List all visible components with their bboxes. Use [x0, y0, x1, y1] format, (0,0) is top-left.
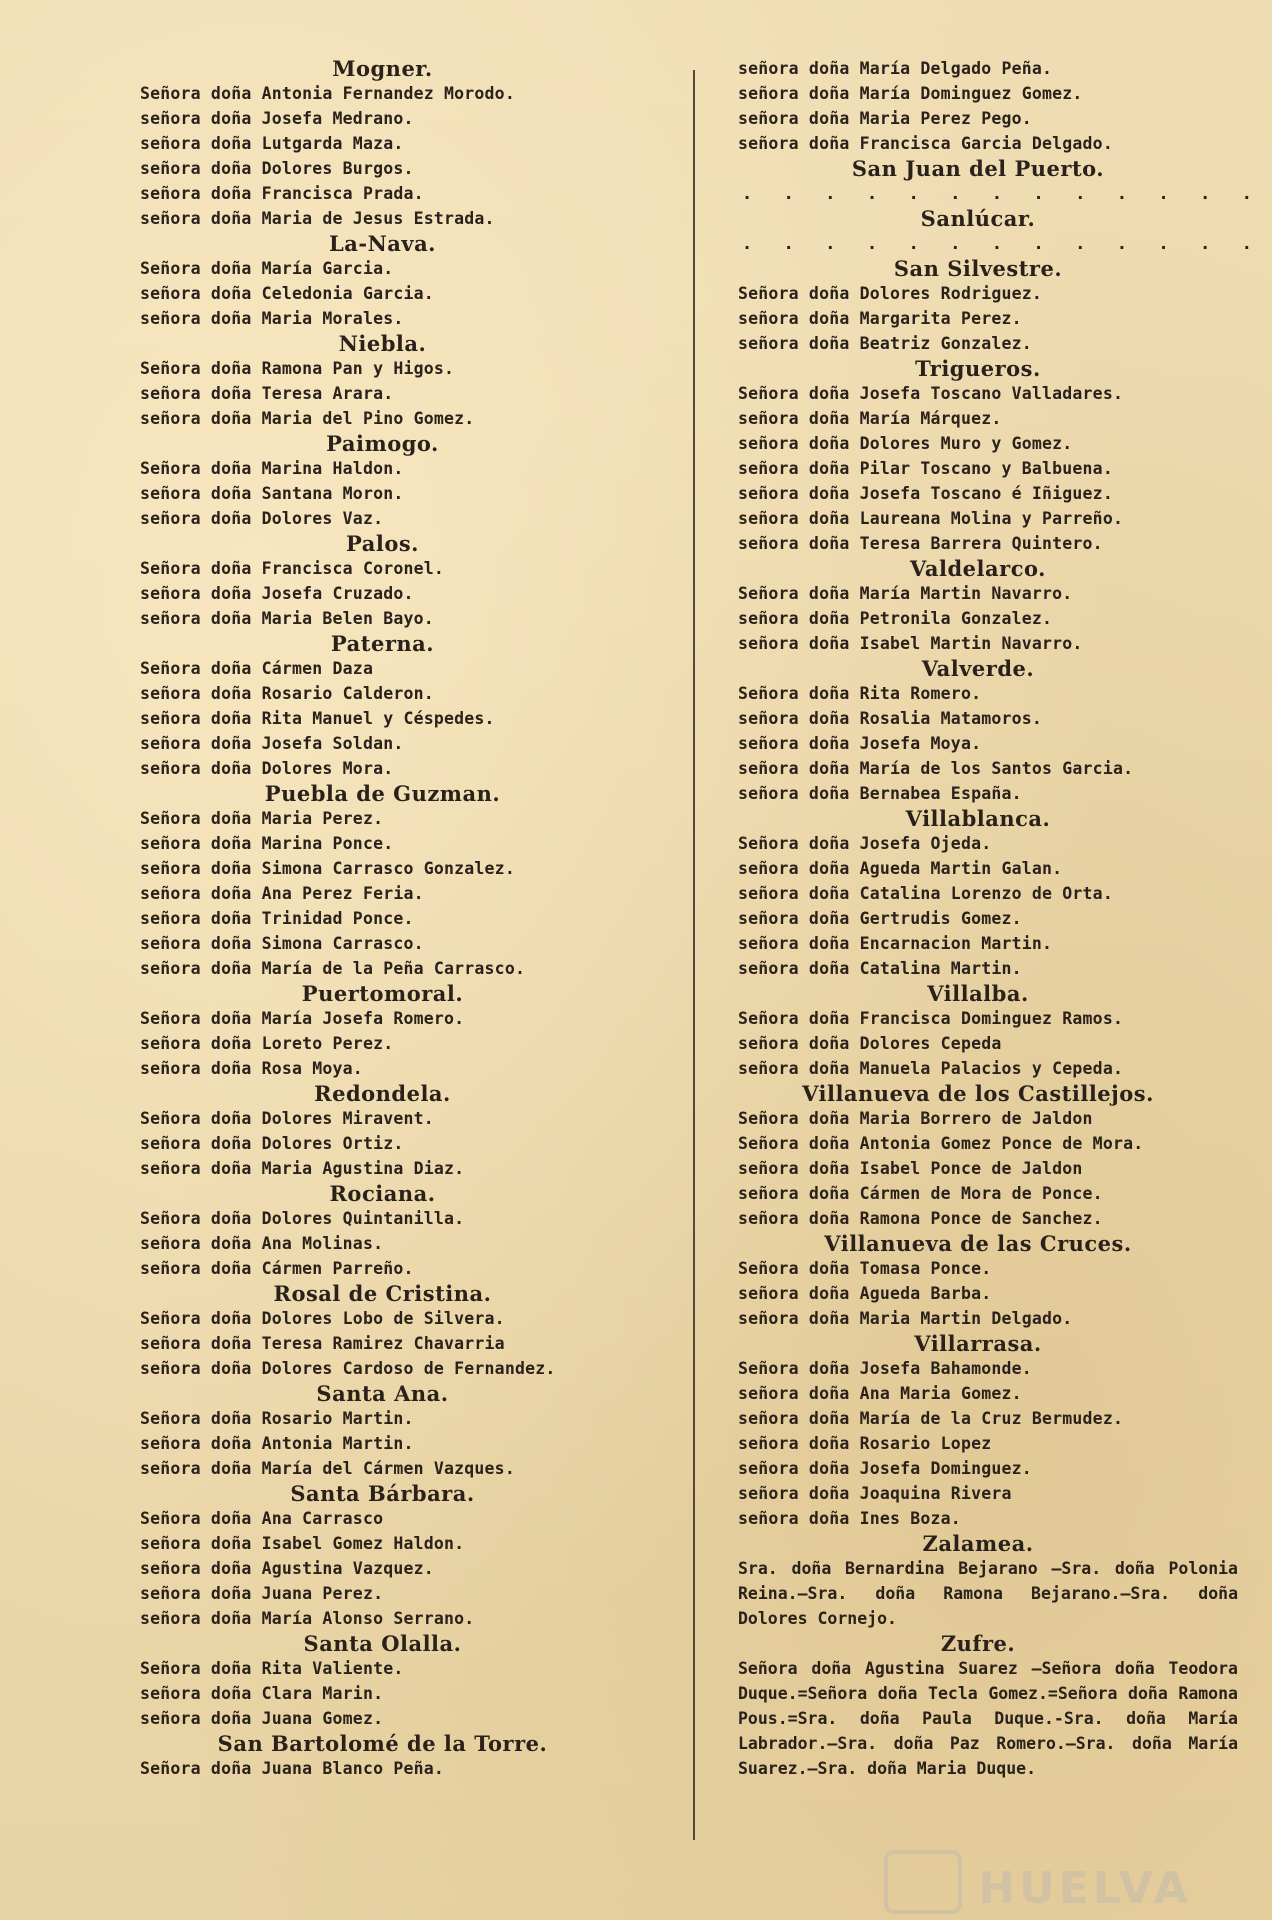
subscriber-name: Señora doña Antonia Fernandez Morodo.	[140, 84, 515, 103]
town-heading: Santa Ana.	[316, 1381, 449, 1406]
subscriber-name: señora doña Josefa Soldan.	[140, 734, 404, 753]
subscriber-name: señora doña Dolores Mora.	[140, 759, 394, 778]
town-heading: Rosal de Cristina.	[273, 1281, 492, 1306]
town-heading: Rociana.	[329, 1181, 436, 1206]
town-section	[738, 1081, 1238, 1231]
subscriber-name: Señora doña Cármen Daza	[140, 659, 374, 678]
section-zufre	[738, 1631, 1238, 1781]
subscriber-name: señora doña Simona Carrasco.	[140, 934, 424, 953]
town-section	[140, 1731, 680, 1781]
town-section	[738, 156, 1265, 206]
subscriber-name: señora doña Loreto Perez.	[140, 1034, 394, 1053]
subscriber-name: señora doña Simona Carrasco Gonzalez.	[140, 859, 515, 878]
dot-leader: . . . . . . . . . . . . .	[744, 184, 1265, 203]
subscriber-name: señora doña Josefa Dominguez.	[738, 1459, 1032, 1478]
subscriber-name: señora doña Rosario Calderon.	[140, 684, 434, 703]
subscriber-name: Señora doña Josefa Bahamonde.	[738, 1359, 1032, 1378]
subscriber-name: señora doña Isabel Martin Navarro.	[738, 634, 1083, 653]
town-section	[140, 1081, 680, 1181]
subscriber-name: señora doña Isabel Ponce de Jaldon	[738, 1159, 1083, 1178]
town-section	[738, 981, 1238, 1081]
subscriber-name: señora doña Antonia Martin.	[140, 1434, 414, 1453]
subscriber-name: señora doña Catalina Lorenzo de Orta.	[738, 884, 1113, 903]
town-heading: Zalamea.	[922, 1531, 1034, 1556]
subscriber-name: Señora doña Francisca Coronel.	[140, 559, 445, 578]
subscriber-name: señora doña Maria de Jesus Estrada.	[140, 209, 495, 228]
subscriber-name: señora doña Ana Perez Feria.	[140, 884, 424, 903]
town-section	[140, 1281, 680, 1381]
town-section	[738, 206, 1265, 256]
subscriber-name: señora doña Francisca Prada.	[140, 184, 424, 203]
subscriber-name: señora doña Cármen de Mora de Ponce.	[738, 1184, 1103, 1203]
town-heading: Sanlúcar.	[920, 206, 1036, 231]
subscriber-name: señora doña Dolores Cardoso de Fernandez.	[140, 1359, 556, 1378]
town-heading: Villablanca.	[905, 806, 1051, 831]
zalamea-paragraph: Sra. doña Bernardina Bejarano —Sra. doña Polonia Reina.—Sra. doña Ramona Bejarano.—Sra. doña Dolores Cornejo.	[738, 1559, 1238, 1628]
town-heading: Villanueva de las Cruces.	[824, 1231, 1132, 1256]
subscriber-name: Señora doña Rita Valiente.	[140, 1659, 404, 1678]
subscriber-name: señora doña Ramona Ponce de Sanchez.	[738, 1209, 1103, 1228]
right-column-sections	[738, 156, 1265, 1531]
town-section	[738, 656, 1238, 806]
subscriber-name: señora doña Ines Boza.	[738, 1509, 961, 1528]
subscriber-name: señora doña Petronila Gonzalez.	[738, 609, 1053, 628]
town-heading: Niebla.	[338, 331, 427, 356]
town-section	[140, 631, 680, 781]
subscriber-name: señora doña Joaquina Rivera	[738, 1484, 1012, 1503]
town-heading: Villalba.	[927, 981, 1029, 1006]
town-heading: Valverde.	[921, 656, 1035, 681]
subscriber-name: señora doña Lutgarda Maza.	[140, 134, 404, 153]
subscriber-name: señora doña Agustina Vazquez.	[140, 1559, 434, 1578]
town-heading: Villarrasa.	[914, 1331, 1042, 1356]
subscriber-name: Señora doña Tomasa Ponce.	[738, 1259, 992, 1278]
town-section	[140, 431, 680, 531]
subscriber-name: señora doña Rosa Moya.	[140, 1059, 363, 1078]
subscriber-name: Señora doña Antonia Gomez Ponce de Mora.	[738, 1134, 1144, 1153]
column-divider	[693, 70, 695, 1840]
subscriber-name: señora doña Maria Belen Bayo.	[140, 609, 434, 628]
subscriber-name: señora doña María del Cármen Vazques.	[140, 1459, 515, 1478]
town-section	[140, 1181, 680, 1281]
subscriber-name: señora doña Trinidad Ponce.	[140, 909, 414, 928]
subscriber-name: señora doña Clara Marin.	[140, 1684, 384, 1703]
right-column-continuation	[738, 56, 1238, 156]
subscriber-name: señora doña María Márquez.	[738, 409, 1002, 428]
subscriber-name: señora doña Dolores Cepeda	[738, 1034, 1002, 1053]
subscriber-name: señora doña Rosario Lopez	[738, 1434, 992, 1453]
subscriber-name: Señora doña Maria Perez.	[140, 809, 384, 828]
left-column	[140, 56, 680, 1920]
subscriber-name: señora doña Isabel Gomez Haldon.	[140, 1534, 465, 1553]
town-heading: Paterna.	[330, 631, 435, 656]
town-section	[140, 981, 680, 1081]
subscriber-name: Señora doña Marina Haldon.	[140, 459, 404, 478]
subscriber-name: señora doña Josefa Cruzado.	[140, 584, 414, 603]
subscriber-name: Señora doña Maria Borrero de Jaldon	[738, 1109, 1093, 1128]
subscriber-name: Señora doña María Josefa Romero.	[140, 1009, 465, 1028]
subscriber-name: señora doña Josefa Toscano é Iñiguez.	[738, 484, 1113, 503]
subscriber-name: señora doña Agueda Martin Galan.	[738, 859, 1063, 878]
subscriber-name: señora doña María Alonso Serrano.	[140, 1609, 475, 1628]
subscriber-name: señora doña Dolores Muro y Gomez.	[738, 434, 1073, 453]
town-heading: San Bartolomé de la Torre.	[217, 1731, 548, 1756]
town-section	[140, 231, 680, 331]
town-section	[140, 1631, 680, 1731]
subscriber-name: señora doña Maria del Pino Gomez.	[140, 409, 475, 428]
subscriber-name: señora doña Maria Agustina Diaz.	[140, 1159, 465, 1178]
subscriber-name: señora doña María de la Cruz Bermudez.	[738, 1409, 1124, 1428]
subscriber-name: señora doña Encarnacion Martin.	[738, 934, 1053, 953]
subscriber-name: Señora doña Ana Carrasco	[140, 1509, 384, 1528]
town-heading: Santa Bárbara.	[290, 1481, 475, 1506]
subscriber-name: Señora doña Francisca Dominguez Ramos.	[738, 1009, 1124, 1028]
subscriber-name: señora doña Laureana Molina y Parreño.	[738, 509, 1124, 528]
town-heading: Santa Olalla.	[303, 1631, 462, 1656]
subscriber-name: Señora doña Dolores Rodriguez.	[738, 284, 1043, 303]
subscriber-name: señora doña Celedonia Garcia.	[140, 284, 434, 303]
town-heading: Puebla de Guzman.	[264, 781, 501, 806]
town-section	[738, 1231, 1238, 1331]
subscriber-name: señora doña María de los Santos Garcia.	[738, 759, 1134, 778]
town-section	[738, 256, 1238, 356]
subscriber-name: señora doña Teresa Ramirez Chavarria	[140, 1334, 505, 1353]
subscriber-name: señora doña Teresa Barrera Quintero.	[738, 534, 1103, 553]
town-section	[140, 1381, 680, 1481]
subscriber-name: señora doña Santana Moron.	[140, 484, 404, 503]
subscriber-name: Señora doña María Martin Navarro.	[738, 584, 1073, 603]
town-section	[738, 806, 1238, 981]
subscriber-name: Señora doña Rosario Martin.	[140, 1409, 414, 1428]
subscriber-name: señora doña María de la Peña Carrasco.	[140, 959, 526, 978]
subscriber-name: Señora doña Josefa Toscano Valladares.	[738, 384, 1124, 403]
town-heading: Zufre.	[940, 1631, 1016, 1656]
archive-logo-icon	[884, 1850, 962, 1914]
subscriber-name: Señora doña Dolores Miravent.	[140, 1109, 434, 1128]
subscriber-name: señora doña Juana Gomez.	[140, 1709, 384, 1728]
town-heading: San Juan del Puerto.	[851, 156, 1105, 181]
subscriber-name: señora doña Margarita Perez.	[738, 309, 1022, 328]
subscriber-name: señora doña Manuela Palacios y Cepeda.	[738, 1059, 1124, 1078]
archive-watermark: HUELVA	[978, 1863, 1192, 1914]
subscriber-name: señora doña Francisca Garcia Delgado.	[738, 134, 1113, 153]
subscriber-name: señora doña Rosalia Matamoros.	[738, 709, 1043, 728]
subscriber-name: señora doña María Delgado Peña.	[738, 59, 1053, 78]
subscriber-name: Señora doña Dolores Lobo de Silvera.	[140, 1309, 505, 1328]
subscriber-name: señora doña Gertrudis Gomez.	[738, 909, 1022, 928]
subscriber-name: señora doña Rita Manuel y Céspedes.	[140, 709, 495, 728]
town-heading: La-Nava.	[328, 231, 436, 256]
town-heading: Paimogo.	[326, 431, 439, 456]
subscriber-name: Señora doña Dolores Quintanilla.	[140, 1209, 465, 1228]
zufre-paragraph: Señora doña Agustina Suarez —Señora doña Teodora Duque.=Señora doña Tecla Gomez.=Señora doña Ramona Pous.=Sra. doña Paula Duque.-Sra. doña María Labrador.—Sra. doña Paz Romero.—Sra. doña María Suarez.—Sra. doña Maria Duque.	[738, 1659, 1238, 1778]
town-heading: Mogner.	[332, 56, 433, 81]
town-heading: Villanueva de los Castillejos.	[802, 1081, 1154, 1106]
town-heading: Palos.	[346, 531, 419, 556]
subscriber-name: señora doña Teresa Arara.	[140, 384, 394, 403]
town-heading: Redondela.	[314, 1081, 451, 1106]
subscriber-name: señora doña Cármen Parreño.	[140, 1259, 414, 1278]
subscriber-name: señora doña Josefa Medrano.	[140, 109, 414, 128]
subscriber-name: señora doña Beatriz Gonzalez.	[738, 334, 1032, 353]
right-column	[738, 56, 1265, 1920]
town-section	[140, 1481, 680, 1631]
town-section	[738, 356, 1238, 556]
dot-leader: . . . . . . . . . . . . .	[744, 234, 1265, 253]
subscriber-name: señora doña Juana Perez.	[140, 1584, 384, 1603]
subscriber-name: señora doña Agueda Barba.	[738, 1284, 992, 1303]
subscriber-name: señora doña Maria Morales.	[140, 309, 404, 328]
subscriber-name: señora doña María Dominguez Gomez.	[738, 84, 1083, 103]
subscriber-name: señora doña Maria Perez Pego.	[738, 109, 1032, 128]
town-heading: San Silvestre.	[893, 256, 1063, 281]
subscriber-name: señora doña Dolores Ortiz.	[140, 1134, 404, 1153]
section-zalamea	[738, 1531, 1238, 1631]
subscriber-name: Señora doña Josefa Ojeda.	[738, 834, 992, 853]
town-heading: Valdelarco.	[910, 556, 1046, 581]
subscriber-name: señora doña Dolores Burgos.	[140, 159, 414, 178]
town-heading: Trigueros.	[915, 356, 1041, 381]
town-section	[140, 781, 680, 981]
town-section	[140, 531, 680, 631]
subscriber-name: señora doña Dolores Vaz.	[140, 509, 384, 528]
subscriber-name: señora doña Pilar Toscano y Balbuena.	[738, 459, 1113, 478]
town-section	[738, 556, 1238, 656]
subscriber-name: señora doña Ana Molinas.	[140, 1234, 384, 1253]
subscriber-name: Señora doña Juana Blanco Peña.	[140, 1759, 445, 1778]
subscriber-name: señora doña Josefa Moya.	[738, 734, 982, 753]
subscriber-name: Señora doña Rita Romero.	[738, 684, 982, 703]
subscriber-name: señora doña Maria Martin Delgado.	[738, 1309, 1073, 1328]
subscriber-name: señora doña Ana Maria Gomez.	[738, 1384, 1022, 1403]
town-section	[140, 56, 680, 231]
subscriber-name: señora doña Marina Ponce.	[140, 834, 394, 853]
subscriber-name: Señora doña Ramona Pan y Higos.	[140, 359, 455, 378]
town-section	[738, 1331, 1238, 1531]
subscriber-name: Señora doña María Garcia.	[140, 259, 394, 278]
town-heading: Puertomoral.	[301, 981, 464, 1006]
subscriber-name: señora doña Bernabea España.	[738, 784, 1022, 803]
town-section	[140, 331, 680, 431]
subscriber-name: señora doña Catalina Martin.	[738, 959, 1022, 978]
